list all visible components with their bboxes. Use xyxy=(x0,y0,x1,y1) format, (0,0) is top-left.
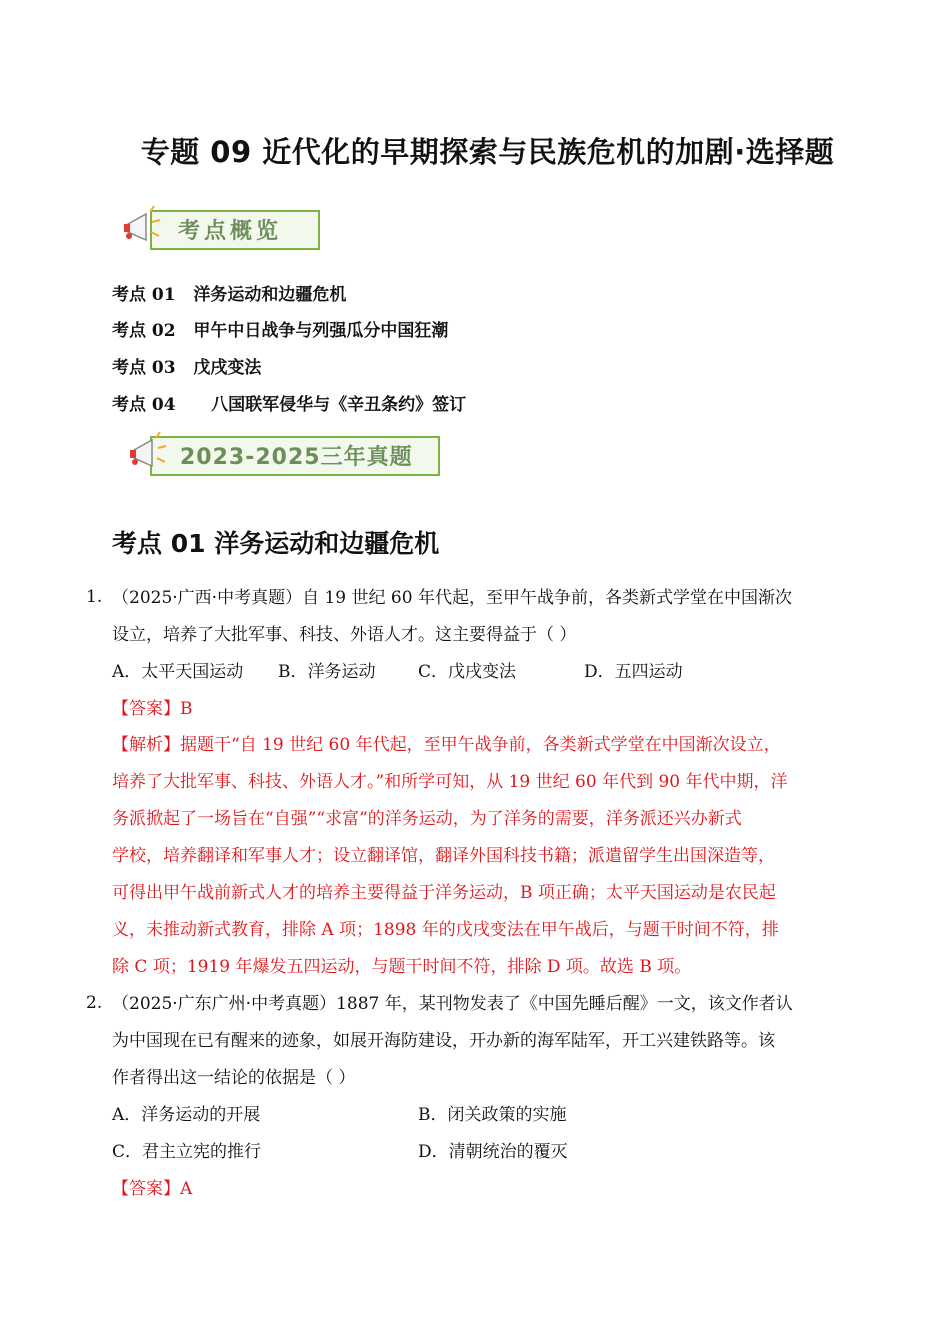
overview-banner-label: 考点概览 xyxy=(150,210,320,250)
option-b: B．闭关政策的实施 xyxy=(418,1105,567,1125)
overview-banner xyxy=(120,204,320,256)
question-stem-line: 设立，培养了大批军事、科技、外语人才。这主要得益于（ ） xyxy=(112,625,577,645)
analysis-line: 除 C 项；1919 年爆发五四运动，与题干时间不符，排除 D 项。故选 B 项。 xyxy=(112,957,692,977)
answer-value: B xyxy=(180,699,193,719)
analysis-line: 务派掀起了一场旨在“自强”“求富”的洋务运动，为了洋务的需要，洋务派还兴办新式 xyxy=(112,809,742,829)
toc-item xyxy=(112,316,448,341)
analysis-line: 可得出甲午战前新式人才的培养主要得益于洋务运动，B 项正确；太平天国运动是农民起 xyxy=(112,883,776,903)
question-number: 1. xyxy=(86,587,103,607)
option-a: A．太平天国运动 xyxy=(112,662,244,682)
toc-text: 戊戌变法 xyxy=(193,358,262,378)
question-stem-line: 作者得出这一结论的依据是（ ） xyxy=(112,1068,356,1088)
toc-text: 洋务运动和边疆危机 xyxy=(193,285,347,305)
megaphone-icon xyxy=(120,204,166,250)
option-a: A．洋务运动的开展 xyxy=(112,1105,261,1125)
exam-years-banner xyxy=(120,430,450,482)
megaphone-icon xyxy=(126,430,172,476)
analysis-label: 【解析】 xyxy=(112,735,180,755)
toc-num: 考点 03 xyxy=(112,358,176,378)
toc-item xyxy=(112,390,466,415)
analysis-line: 培养了大批军事、科技、外语人才。”和所学可知，从 19 世纪 60 年代到 90 年代中期，洋 xyxy=(112,772,788,792)
answer-label: 【答案】 xyxy=(112,699,180,719)
analysis-line: 学校，培养翻译和军事人才；设立翻译馆，翻译外国科技书籍；派遣留学生出国深造等， xyxy=(112,846,775,866)
page-title: 专题 09 近代化的早期探索与民族危机的加剧·选择题 xyxy=(140,135,835,169)
option-d: D．清朝统治的覆灭 xyxy=(418,1142,568,1162)
option-c: C．戊戌变法 xyxy=(418,662,517,682)
toc-num: 考点 04 xyxy=(112,395,176,415)
answer-label: 【答案】 xyxy=(112,1179,180,1199)
option-d: D．五四运动 xyxy=(584,662,683,682)
answer-value: A xyxy=(180,1179,193,1199)
toc-text: 八国联军侵华与《辛丑条约》签订 xyxy=(211,395,467,415)
option-c: C．君主立宪的推行 xyxy=(112,1142,262,1162)
question-stem-line: （2025·广东广州·中考真题）1887 年，某刊物发表了《中国先睡后醒》一文，该文作者认 xyxy=(112,994,793,1014)
answer-line xyxy=(112,698,193,720)
analysis-text: 据题干“自 19 世纪 60 年代起，至甲午战争前，各类新式学堂在中国渐次设立， xyxy=(180,735,781,755)
toc-num: 考点 01 xyxy=(112,285,176,305)
toc-item xyxy=(112,353,261,378)
toc-item xyxy=(112,280,346,305)
answer-line xyxy=(112,1178,192,1200)
question-stem-line: 为中国现在已有醒来的迹象，如展开海防建设，开办新的海军陆军，开工兴建铁路等。该 xyxy=(112,1031,775,1051)
question-number: 2. xyxy=(86,993,103,1013)
toc-num: 考点 02 xyxy=(112,321,176,341)
option-b: B．洋务运动 xyxy=(278,662,376,682)
section-heading: 考点 01 洋务运动和边疆危机 xyxy=(112,529,440,558)
exam-years-banner-label: 2023-2025三年真题 xyxy=(150,436,440,476)
analysis-line: 义，未推动新式教育，排除 A 项；1898 年的戊戌变法在甲午战后，与题干时间不符，排 xyxy=(112,920,779,940)
analysis-line xyxy=(112,734,781,756)
question-stem-line: （2025·广西·中考真题）自 19 世纪 60 年代起，至甲午战争前，各类新式学堂在中国渐次 xyxy=(112,588,792,608)
toc-text: 甲午中日战争与列强瓜分中国狂潮 xyxy=(193,321,449,341)
